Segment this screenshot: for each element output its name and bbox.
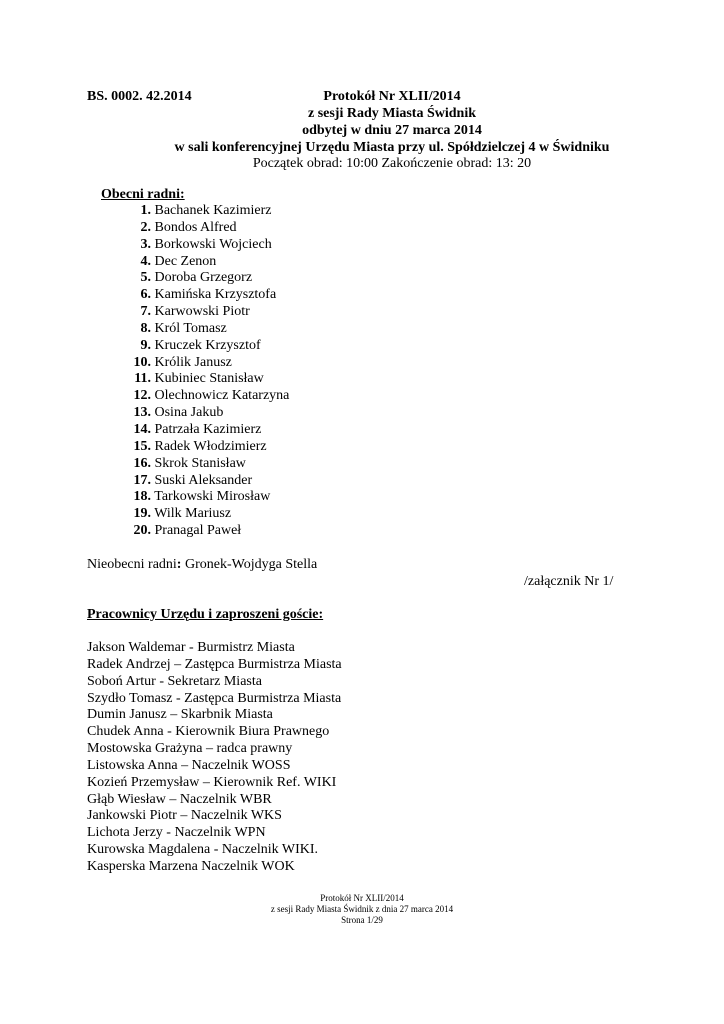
councillor-name: Pranagal Paweł	[154, 523, 242, 539]
councillor-item	[101, 439, 289, 456]
councillor-name: Tarkowski Mirosław	[154, 489, 271, 505]
councillor-name: Patrzała Kazimierz	[154, 421, 262, 437]
councillor-item	[101, 506, 289, 523]
staff-item: Jankowski Piotr – Naczelnik WKS	[87, 808, 282, 824]
councillor-name: Suski Aleksander	[154, 472, 253, 488]
councillor-number: 11.	[134, 371, 151, 387]
councillor-item	[101, 220, 289, 237]
councillor-name: Dec Zenon	[154, 253, 217, 269]
councillor-item	[101, 489, 289, 506]
staff-item: Chudek Anna - Kierownik Biura Prawnego	[87, 724, 330, 740]
councillor-item	[101, 254, 289, 271]
session-date-line: odbytej w dniu 27 marca 2014	[302, 123, 482, 138]
councillor-item	[101, 523, 289, 540]
councillor-number: 3.	[140, 236, 151, 252]
councillor-number: 8.	[140, 320, 151, 336]
staff-item: Dumin Janusz – Skarbnik Miasta	[87, 707, 273, 723]
absent-colon: :	[176, 557, 182, 572]
councillor-number: 5.	[140, 270, 151, 286]
absent-names: Gronek-Wojdyga Stella	[181, 557, 318, 572]
absent-label: Nieobecni radni	[87, 557, 177, 572]
session-times-line: Początek obrad: 10:00 Zakończenie obrad: 13: 20	[252, 156, 532, 171]
councillor-name: Olechnowicz Katarzyna	[154, 388, 290, 404]
councillor-number: 1.	[140, 203, 151, 218]
staff-guests-heading: Pracownicy Urzędu i zaproszeni goście:	[87, 607, 324, 622]
footer-session: z sesji Rady Miasta Świdnik z dnia 27 marca 2014	[270, 904, 454, 914]
councillor-name: Skrok Stanisław	[154, 455, 246, 471]
footer-page-number: Strona 1/29	[341, 915, 383, 925]
staff-item: Kozień Przemysław – Kierownik Ref. WIKI	[87, 774, 337, 790]
councillor-item	[101, 203, 289, 220]
session-line: z sesji Rady Miasta Świdnik	[307, 106, 477, 121]
staff-item: Głąb Wiesław – Naczelnik WBR	[87, 791, 272, 807]
councillor-name: Król Tomasz	[154, 320, 227, 336]
councillor-number: 18.	[133, 489, 151, 505]
councillor-number: 10.	[133, 354, 151, 370]
councillor-item	[101, 270, 289, 287]
councillor-item	[101, 388, 289, 405]
councillor-number: 17.	[133, 472, 151, 488]
councillor-number: 9.	[140, 337, 151, 353]
staff-item: Kasperska Marzena Naczelnik WOK	[87, 858, 295, 874]
councillor-number: 2.	[140, 219, 151, 235]
councillor-number: 20.	[133, 523, 151, 539]
councillor-number: 15.	[133, 438, 151, 454]
councillor-item	[101, 371, 289, 388]
councillor-item	[101, 338, 289, 355]
councillor-item	[101, 304, 289, 321]
councillor-name: Karwowski Piotr	[154, 304, 250, 320]
councillor-name: Kubiniec Stanisław	[154, 371, 264, 387]
document-reference: BS. 0002. 42.2014	[87, 89, 192, 104]
councillor-number: 4.	[140, 253, 151, 269]
attachment-reference: /załącznik Nr 1/	[524, 574, 614, 589]
councillor-name: Radek Włodzimierz	[154, 438, 267, 454]
councillor-name: Borkowski Wojciech	[154, 236, 272, 252]
staff-item: Mostowska Grażyna – radca prawny	[87, 741, 293, 757]
councillor-name: Królik Janusz	[154, 354, 232, 370]
councillor-item	[101, 321, 289, 338]
councillor-name: Kruczek Krzysztof	[154, 337, 261, 353]
councillor-item	[101, 456, 289, 473]
staff-item: Lichota Jerzy - Naczelnik WPN	[87, 825, 266, 841]
councillor-item	[101, 237, 289, 254]
councillor-number: 13.	[133, 405, 151, 421]
staff-item: Radek Andrzej – Zastępca Burmistrza Miasta	[87, 656, 342, 672]
staff-item: Szydło Tomasz - Zastępca Burmistrza Miasta	[87, 690, 342, 706]
present-councillors-list	[101, 203, 289, 540]
councillor-number: 16.	[133, 455, 151, 471]
councillor-number: 12.	[133, 388, 151, 404]
councillor-item	[101, 422, 289, 439]
absent-councillors	[87, 556, 317, 573]
staff-item: Jakson Waldemar - Burmistrz Miasta	[87, 640, 295, 655]
present-councillors-heading: Obecni radni:	[101, 187, 185, 202]
footer-title: Protokół Nr XLII/2014	[320, 893, 404, 903]
councillor-item	[101, 405, 289, 422]
staff-item: Listowska Anna – Naczelnik WOSS	[87, 757, 291, 773]
councillor-item	[101, 287, 289, 304]
councillor-item	[101, 355, 289, 372]
staff-item: Kurowska Magdalena - Naczelnik WIKI.	[87, 842, 319, 858]
session-location-line: w sali konferencyjnej Urzędu Miasta przy ul. Spółdzielczej 4 w Świdniku	[174, 140, 610, 155]
councillor-name: Bondos Alfred	[154, 219, 237, 235]
staff-guests-list	[87, 640, 342, 876]
councillor-number: 7.	[140, 304, 151, 320]
councillor-number: 19.	[133, 506, 151, 522]
councillor-number: 14.	[133, 421, 151, 437]
councillor-item	[101, 473, 289, 490]
councillor-name: Osina Jakub	[154, 405, 224, 421]
councillor-name: Bachanek Kazimierz	[154, 203, 272, 218]
councillor-name: Wilk Mariusz	[154, 506, 232, 522]
protocol-title: Protokół Nr XLII/2014	[323, 89, 461, 104]
staff-item: Soboń Artur - Sekretarz Miasta	[87, 673, 262, 689]
councillor-name: Doroba Grzegorz	[154, 270, 253, 286]
councillor-name: Kamińska Krzysztofa	[154, 287, 277, 303]
councillor-number: 6.	[140, 287, 151, 303]
